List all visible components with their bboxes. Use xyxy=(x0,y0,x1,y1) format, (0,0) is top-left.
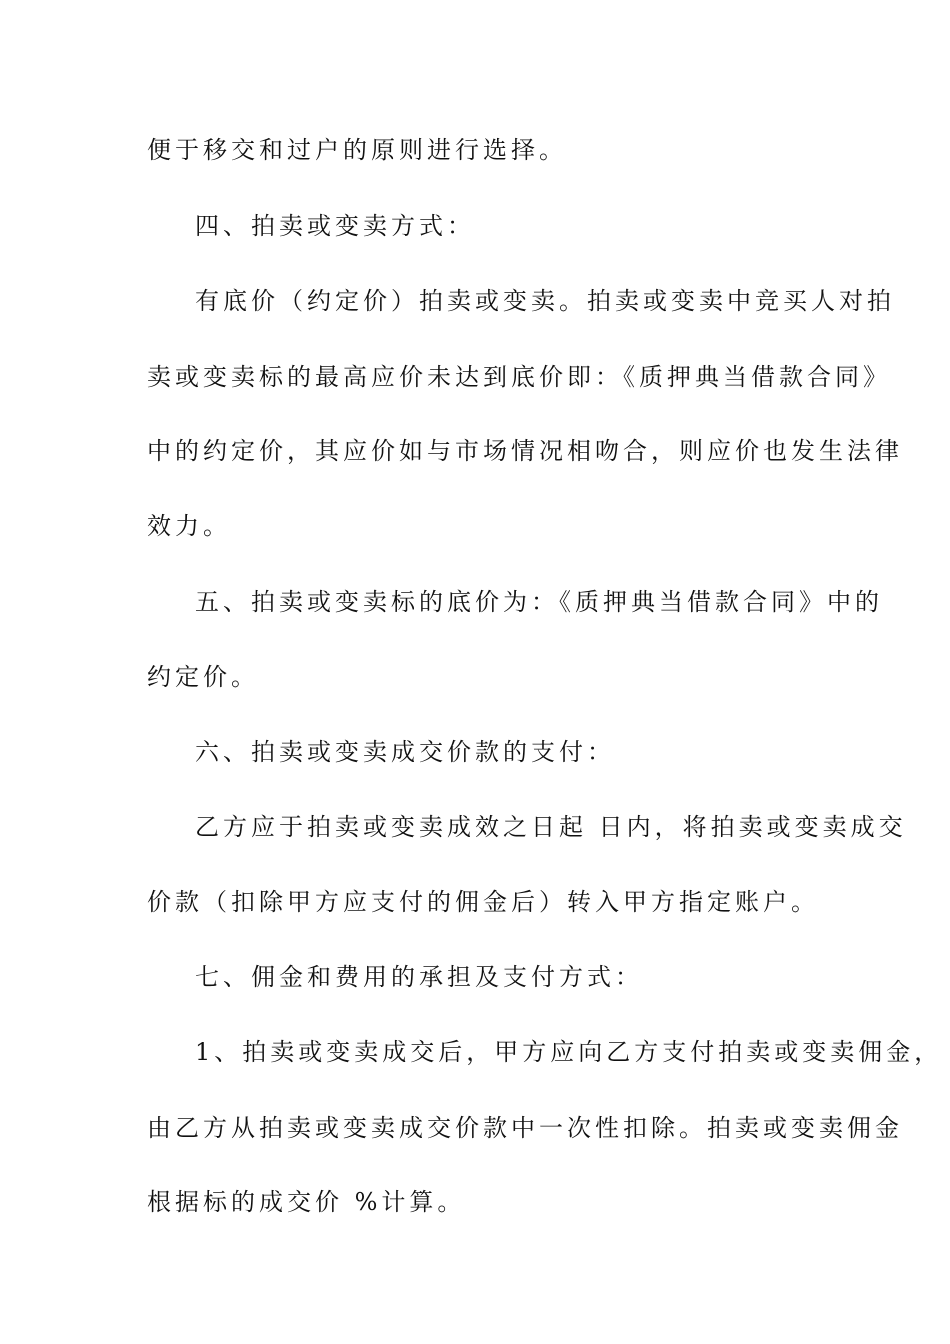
paragraph-line: 由乙方从拍卖或变卖成交价款中一次性扣除。拍卖或变卖佣金 xyxy=(147,1114,903,1142)
paragraph-line: 中的约定价，其应价如与市场情况相吻合，则应价也发生法律 xyxy=(147,437,903,465)
text-line: 便于移交和过户的原则进行选择。 xyxy=(147,136,567,164)
paragraph-line: 约定价。 xyxy=(147,663,259,691)
paragraph-line: 根据标的成交价 %计算。 xyxy=(147,1188,466,1216)
paragraph-line: 价款（扣除甲方应支付的佣金后）转入甲方指定账户。 xyxy=(147,888,819,916)
paragraph-line: 乙方应于拍卖或变卖成效之日起 日内，将拍卖或变卖成交 xyxy=(195,813,907,841)
paragraph-line: 卖或变卖标的最高应价未达到底价即：《质押典当借款合同》 xyxy=(147,363,891,391)
paragraph-line: 效力。 xyxy=(147,512,231,540)
section-heading-7: 七、佣金和费用的承担及支付方式： xyxy=(195,963,643,991)
paragraph-line: 有底价（约定价）拍卖或变卖。拍卖或变卖中竞买人对拍 xyxy=(195,287,895,315)
paragraph-line: 1、拍卖或变卖成交后，甲方应向乙方支付拍卖或变卖佣金， xyxy=(195,1038,943,1066)
section-heading-4: 四、拍卖或变卖方式： xyxy=(195,212,475,240)
section-heading-5: 五、拍卖或变卖标的底价为：《质押典当借款合同》中的 xyxy=(195,588,883,616)
section-heading-6: 六、拍卖或变卖成交价款的支付： xyxy=(195,738,615,766)
